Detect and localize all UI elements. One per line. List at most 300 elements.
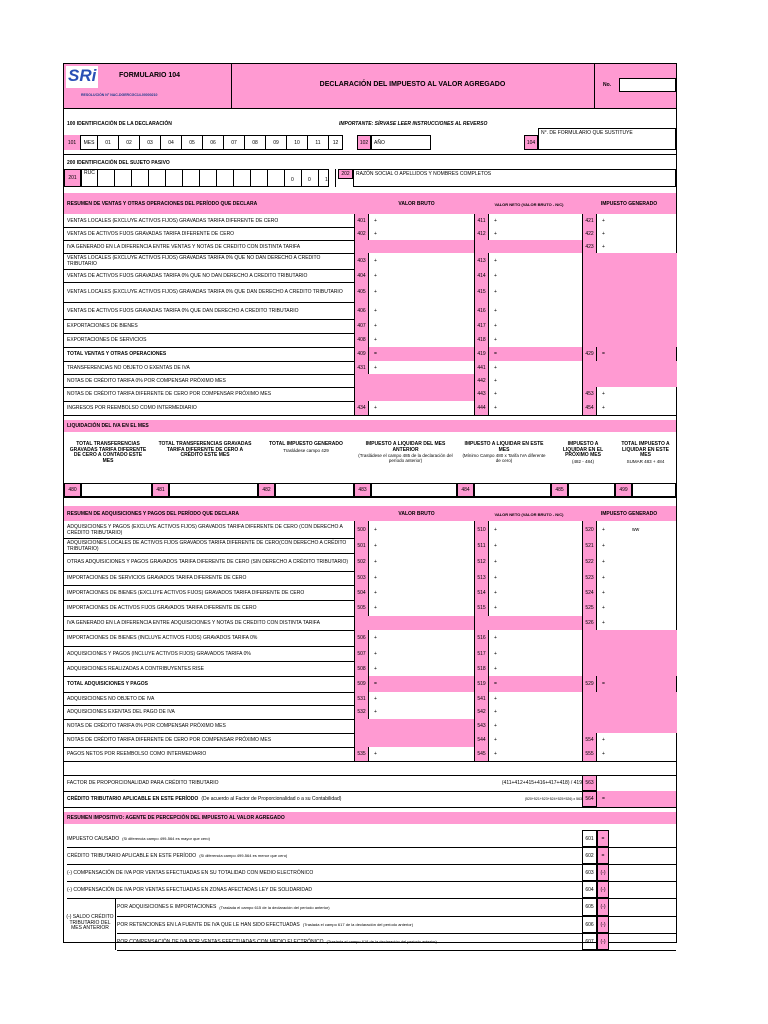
ruc-digit-cell[interactable]: [81, 169, 98, 187]
month-01[interactable]: [98, 135, 119, 150]
sign-plus: +: [374, 709, 377, 715]
month-08[interactable]: [245, 135, 266, 150]
sign-equals: =: [602, 796, 605, 802]
ventas-code-418: 418: [474, 333, 489, 347]
adq-code-511: 511: [474, 538, 489, 553]
ruc-digit-cell[interactable]: [115, 169, 132, 187]
adq-value-531[interactable]: [369, 692, 474, 705]
adq-value-504[interactable]: [369, 585, 474, 600]
adq-code-510: 510: [474, 521, 489, 538]
liq-col-heading: IMPUESTO A LIQUIDAR EN ESTE MES: [464, 441, 544, 453]
ruc-digit-cell[interactable]: [200, 169, 217, 187]
ww-mark: ww: [632, 527, 640, 533]
ventas-value-403[interactable]: [369, 253, 474, 269]
liq-value-485[interactable]: [568, 483, 615, 497]
adq-value-521[interactable]: [597, 538, 676, 553]
ruc-digit-cell[interactable]: [268, 169, 285, 187]
month-06[interactable]: [203, 135, 224, 150]
resumen-value-603[interactable]: [609, 864, 676, 881]
sign-plus: +: [602, 589, 605, 596]
ruc-digit-cell[interactable]: [285, 169, 302, 187]
month-05[interactable]: [182, 135, 203, 150]
liq-code-485: 485: [551, 483, 568, 497]
ventas-code-403: 403: [354, 253, 369, 269]
ventas-code-421: 421: [582, 214, 597, 227]
liq-value-483[interactable]: [371, 483, 457, 497]
ruc-suffix-digit: 1: [325, 177, 328, 183]
ventas-code-411: 411: [474, 214, 489, 227]
sign-plus: +: [602, 526, 605, 533]
ventas-code-419: 419: [474, 347, 489, 361]
resumen-value-606[interactable]: [609, 916, 676, 933]
ruc-digit-cell[interactable]: [183, 169, 200, 187]
adq-value-500[interactable]: [369, 521, 474, 538]
ventas-code-444: 444: [474, 401, 489, 415]
sign-plus: +: [494, 723, 497, 729]
liq-value-484[interactable]: [474, 483, 551, 497]
adq-code-531: 531: [354, 692, 369, 705]
adq-value-518[interactable]: [489, 661, 582, 676]
razon-social-field[interactable]: [353, 169, 676, 187]
month-label: 01: [105, 139, 111, 146]
ventas-row-label: VENTAS LOCALES (EXCLUYE ACTIVOS FIJOS) GRAVADAS TARIFA DIFERENTE DE CERO: [67, 217, 279, 224]
ventas-col-impuesto: IMPUESTO GENERADO: [600, 201, 658, 207]
month-label: 10: [294, 139, 300, 146]
resumen-note: (Si diferencia campo 499-564 es mayor que cero): [122, 836, 210, 841]
ventas-blocked-cell: [582, 302, 677, 319]
ruc-digit-cell[interactable]: [166, 169, 183, 187]
ruc-digit-cell[interactable]: [217, 169, 234, 187]
code-202: 202: [338, 169, 353, 179]
ventas-value-414[interactable]: [489, 269, 582, 282]
sign-plus: +: [494, 737, 497, 743]
adq-value-529[interactable]: [597, 676, 676, 692]
ventas-value-415[interactable]: [489, 282, 582, 302]
adq-value-544[interactable]: [489, 733, 582, 747]
resumen-label-text: POR RETENCIONES EN LA FUENTE DE IVA QUE LE HAN SIDO EFECTUADAS: [117, 921, 300, 928]
sign-plus: +: [602, 243, 605, 250]
adq-value-516[interactable]: [489, 630, 582, 646]
ventas-value-422[interactable]: [597, 227, 676, 240]
adq-row-label: IVA GENERADO EN LA DIFERENCIA ENTRE ADQUISICIONES Y NOTAS DE CREDITO CON DISTINTA TARIFA: [67, 620, 320, 626]
adq-code-544: 544: [474, 733, 489, 747]
adq-row-label: ADQUISICIONES NO OBJETO DE IVA: [67, 695, 155, 702]
resumen-value-607[interactable]: [609, 933, 676, 950]
liq-code-484: 484: [457, 483, 474, 497]
liq-code-481: 481: [152, 483, 169, 497]
resumen-value-605[interactable]: [609, 898, 676, 916]
ruc-digit-cell[interactable]: [302, 169, 319, 187]
ventas-value-416[interactable]: [489, 302, 582, 319]
sign-plus: +: [374, 337, 377, 343]
adq-blocked-cell: [582, 661, 677, 676]
ruc-label: RUC: [84, 170, 95, 176]
sustituye-label: N°. DE FORMULARIO QUE SUSTITUYE: [541, 130, 633, 136]
ventas-value-453[interactable]: [597, 387, 676, 401]
ventas-row-label: VENTAS DE ACTIVOS FIJOS GRAVADAS TARIFA 0% QUE DAN DERECHO A CREDITO TRIBUTARIO: [67, 307, 299, 314]
ruc-digit-cell[interactable]: [234, 169, 251, 187]
ventas-value-443[interactable]: [489, 387, 582, 401]
adq-value-555[interactable]: [597, 747, 676, 761]
sign-plus: +: [374, 405, 377, 411]
adq-row-label: IMPORTACIONES DE ACTIVOS FIJOS GRAVADOS TARIFA DIFERENTE DE CERO: [67, 605, 257, 611]
ventas-code-413: 413: [474, 253, 489, 269]
adq-row-label: PAGOS NETOS POR REEMBOLSO COMO INTERMEDIARIO: [67, 751, 207, 757]
resumen-row-label: [67, 881, 579, 898]
sign-plus: +: [602, 542, 605, 549]
ventas-row-label: INGRESOS POR REEMBOLSO COMO INTERMEDIARIO: [67, 405, 197, 411]
ventas-code-422: 422: [582, 227, 597, 240]
adq-code-521: 521: [582, 538, 597, 553]
adq-row-label: IMPORTACIONES DE BIENES (INCLUYE ACTIVOS FIJOS) GRAVADOS TARIFA 0%: [67, 635, 258, 641]
ventas-value-405[interactable]: [369, 282, 474, 302]
adq-value-505[interactable]: [369, 600, 474, 616]
adq-value-526[interactable]: [597, 616, 676, 630]
adq-blocked-cell: [582, 719, 677, 733]
sign-plus: +: [374, 526, 377, 533]
adq-blocked-cell: [354, 719, 475, 733]
adq-value-519[interactable]: [489, 676, 582, 692]
adq-code-543: 543: [474, 719, 489, 733]
resumen-value-602[interactable]: [609, 847, 676, 864]
code-104: 104: [524, 135, 538, 150]
sign-plus: +: [602, 405, 605, 411]
divider: [64, 807, 676, 808]
adq-row-label: TOTAL ADQUISICIONES Y PAGOS: [67, 681, 148, 687]
adq-code-524: 524: [582, 585, 597, 600]
resumen-sign: (-): [597, 933, 609, 950]
adq-code-513: 513: [474, 571, 489, 585]
adq-value-535[interactable]: [369, 747, 474, 761]
sign-plus: +: [602, 605, 605, 611]
ventas-code-406: 406: [354, 302, 369, 319]
identificacion-title: 100 IDENTIFICACIÓN DE LA DECLARACIÓN: [67, 121, 172, 127]
adq-code-529: 529: [582, 676, 597, 692]
credito-label: [67, 791, 367, 807]
sign-plus: +: [494, 665, 497, 672]
adq-value-554[interactable]: [597, 733, 676, 747]
ventas-value-407[interactable]: [369, 319, 474, 333]
adq-blocked-cell: [582, 630, 677, 646]
liq-code-480: 480: [64, 483, 81, 497]
liq-col-note: Trasládese campo 429: [283, 447, 329, 453]
mes-label: MES: [81, 135, 98, 150]
sign-plus: +: [374, 542, 377, 549]
resumen-value-604[interactable]: [609, 881, 676, 898]
sign-equals: =: [602, 351, 605, 357]
resumen-label-text: (-) COMPENSACIÓN DE IVA POR VENTAS EFECTUADAS EN SU TOTALIDAD CON MEDIO ELECTRÓNICO: [67, 869, 314, 876]
month-03[interactable]: [140, 135, 161, 150]
adq-value-545[interactable]: [489, 747, 582, 761]
adq-code-503: 503: [354, 571, 369, 585]
ventas-row-label: TRANSFERENCIAS NO OBJETO O EXENTAS DE IVA: [67, 364, 190, 371]
adq-col-neto: VALOR NETO (VALOR BRUTO - N/C): [494, 512, 564, 517]
ventas-value-401[interactable]: [369, 214, 474, 227]
resumen-code-603: 603: [582, 864, 597, 881]
adq-row-label: ADQUISICIONES Y PAGOS (INCLUYE ACTIVOS FIJOS) GRAVADOS TARIFA 0%: [67, 650, 251, 657]
resumen-code-606: 606: [582, 916, 597, 933]
sign-plus: +: [494, 575, 497, 581]
adq-value-543[interactable]: [489, 719, 582, 733]
sign-plus: +: [374, 589, 377, 596]
no-field[interactable]: [619, 78, 676, 92]
sign-plus: +: [494, 405, 497, 411]
adq-value-524[interactable]: [597, 585, 676, 600]
liq-bottom-line: [64, 497, 676, 498]
ventas-blocked-cell: [354, 374, 475, 387]
resumen-label-text: (-) COMPENSACIÓN DE IVA POR VENTAS EFECTUADAS EN ZONAS AFECTADAS LEY DE SOLIDARIDAD: [67, 886, 312, 893]
sign-plus: +: [494, 364, 497, 371]
sign-plus: +: [602, 391, 605, 397]
resumen-code-607: 607: [582, 933, 597, 950]
adq-value-510[interactable]: [489, 521, 582, 538]
month-11[interactable]: [308, 135, 329, 150]
adq-value-506[interactable]: [369, 630, 474, 646]
liq-col-heading: TOTAL IMPUESTO GENERADO: [269, 441, 343, 447]
adq-code-541: 541: [474, 692, 489, 705]
adq-code-532: 532: [354, 705, 369, 719]
ventas-col-bruto: VALOR BRUTO: [398, 201, 435, 207]
liq-col-483: [354, 432, 457, 482]
adq-code-519: 519: [474, 676, 489, 692]
adq-value-501[interactable]: [369, 538, 474, 553]
adq-col-impuesto: IMPUESTO GENERADO: [600, 511, 658, 517]
adq-row-label: ADQUISICIONES EXENTAS DEL PAGO DE IVA: [67, 709, 175, 715]
adq-row-label: IMPORTACIONES DE SERVICIOS GRAVADOS TARIFA DIFERENTE DE CERO: [67, 575, 247, 581]
ventas-value-454[interactable]: [597, 401, 676, 415]
sign-plus: +: [374, 217, 377, 224]
ventas-code-402: 402: [354, 227, 369, 240]
ventas-code-443: 443: [474, 387, 489, 401]
sign-plus: +: [602, 620, 605, 626]
adq-row-label: NOTAS DE CRÉDITO TARIFA DIFERENTE DE CERO POR COMPENSAR PRÓXIMO MES: [67, 737, 272, 743]
code-101: 101: [64, 135, 81, 150]
adq-value-511[interactable]: [489, 538, 582, 553]
ventas-blocked-cell: [582, 374, 677, 387]
resumen-row-label: [117, 933, 579, 950]
sign-plus: +: [494, 589, 497, 596]
adq-code-504: 504: [354, 585, 369, 600]
ventas-value-412[interactable]: [489, 227, 582, 240]
month-10[interactable]: [287, 135, 308, 150]
month-label: 09: [273, 139, 279, 146]
adq-value-514[interactable]: [489, 585, 582, 600]
sri-logo: [66, 66, 98, 88]
adq-value-509[interactable]: [369, 676, 474, 692]
ventas-value-423[interactable]: [597, 240, 676, 253]
sign-plus: +: [602, 559, 605, 565]
ventas-value-431[interactable]: [369, 361, 474, 374]
ventas-code-407: 407: [354, 319, 369, 333]
sign-plus: +: [374, 751, 377, 757]
factor-label: FACTOR DE PROPORCIONALIDAD PARA CRÉDITO TRIBUTARIO: [67, 780, 219, 786]
ventas-value-406[interactable]: [369, 302, 474, 319]
credito-value[interactable]: [597, 791, 676, 807]
month-label: 12: [332, 139, 339, 146]
adq-value-513[interactable]: [489, 571, 582, 585]
ventas-value-421[interactable]: [597, 214, 676, 227]
ventas-value-417[interactable]: [489, 319, 582, 333]
resumen-label-text: POR COMPENSACIÓN DE IVA POR VENTAS EFECTUADAS CON MEDIO ELECTRÓNICO: [117, 938, 324, 945]
ventas-value-441[interactable]: [489, 361, 582, 374]
liq-value-481[interactable]: [169, 483, 258, 497]
ventas-value-442[interactable]: [489, 374, 582, 387]
ventas-value-411[interactable]: [489, 214, 582, 227]
ventas-code-441: 441: [474, 361, 489, 374]
ruc-digit-cell[interactable]: [98, 169, 115, 187]
adq-code-514: 514: [474, 585, 489, 600]
adq-code-555: 555: [582, 747, 597, 761]
resumen-sign: (-): [597, 881, 609, 898]
ventas-code-405: 405: [354, 282, 369, 302]
credito-note: (De acuerdo al Factor de Proporcionalidad o a su Contabilidad): [201, 796, 342, 802]
sign-plus: +: [602, 230, 605, 237]
saldo-label: (-) SALDO CRÉDITO TRIBUTARIO DEL MES ANTERIOR: [66, 914, 114, 931]
adq-blocked-cell: [354, 733, 475, 747]
adq-value-507[interactable]: [369, 646, 474, 661]
adq-value-512[interactable]: [489, 553, 582, 571]
ventas-code-414: 414: [474, 269, 489, 282]
ruc-digit-cell[interactable]: [319, 169, 336, 187]
ventas-blocked-cell: [582, 319, 677, 333]
adq-code-506: 506: [354, 630, 369, 646]
sign-plus: +: [494, 377, 497, 384]
ventas-value-413[interactable]: [489, 253, 582, 269]
factor-value[interactable]: [597, 775, 676, 791]
adq-code-509: 509: [354, 676, 369, 692]
adq-value-502[interactable]: [369, 553, 474, 571]
sign-equals: =: [494, 351, 497, 357]
adq-value-522[interactable]: [597, 553, 676, 571]
sign-plus: +: [374, 650, 377, 657]
ventas-code-408: 408: [354, 333, 369, 347]
ventas-blocked-cell: [582, 282, 677, 302]
sign-equals: =: [494, 681, 497, 687]
resumen-row-label: [117, 898, 579, 916]
sign-plus: +: [494, 307, 497, 314]
liq-col-heading: TOTAL TRANSFERENCIAS GRAVADAS TARIFA DIFERENTE DE CERO A CONTADO ESTE MES: [69, 441, 147, 464]
resumen-label-text: CRÉDITO TRIBUTARIO APLICABLE EN ESTE PERÍODO: [67, 852, 197, 859]
resumen-code-602: 602: [582, 847, 597, 864]
adq-blocked-cell: [582, 646, 677, 661]
ventas-value-404[interactable]: [369, 269, 474, 282]
liq-value-482[interactable]: [275, 483, 354, 497]
ventas-value-444[interactable]: [489, 401, 582, 415]
adq-blocked-cell: [582, 692, 677, 705]
liq-col-note: (482 - 484): [571, 458, 594, 464]
ventas-row-label: VENTAS DE ACTIVOS FIJOS GRAVADAS TARIFA 0% QUE NO DAN DERECHO A CREDITO TRIBUTARIO: [67, 272, 308, 279]
adq-value-508[interactable]: [369, 661, 474, 676]
resumen-sign: (-): [597, 864, 609, 881]
month-12[interactable]: [329, 135, 343, 150]
sign-plus: +: [374, 635, 377, 641]
ventas-value-402[interactable]: [369, 227, 474, 240]
resumen-sign: (-): [597, 916, 609, 933]
month-label: 04: [168, 139, 174, 146]
resumen-title: RESUMEN IMPOSITIVO: AGENTE DE PERCEPCIÓN DEL IMPUESTO AL VALOR AGREGADO: [67, 815, 285, 821]
resumen-label-text: IMPUESTO CAUSADO: [67, 835, 120, 842]
adq-value-515[interactable]: [489, 600, 582, 616]
ruc-digit-cell[interactable]: [149, 169, 166, 187]
sign-plus: +: [494, 323, 497, 329]
ventas-blocked-cell: [354, 240, 475, 253]
sign-plus: +: [374, 364, 377, 371]
month-02[interactable]: [119, 135, 140, 150]
anio-text: AÑO: [374, 140, 385, 146]
resumen-sign: (-): [597, 898, 609, 916]
liq-col-484: [457, 432, 551, 482]
sign-plus: +: [374, 258, 377, 264]
ventas-value-418[interactable]: [489, 333, 582, 347]
liq-col-heading: TOTAL TRANSFERENCIAS GRAVADAS TARIFA DIFERENTE DE CERO A CRÉDITO ESTE MES: [158, 441, 252, 458]
adq-value-542[interactable]: [489, 705, 582, 719]
resumen-code-604: 604: [582, 881, 597, 898]
adq-code-520: 520: [582, 521, 597, 538]
ventas-code-454: 454: [582, 401, 597, 415]
ventas-code-431: 431: [354, 361, 369, 374]
ventas-code-416: 416: [474, 302, 489, 319]
ventas-row-label: EXPORTACIONES DE SERVICIOS: [67, 337, 147, 343]
adq-code-517: 517: [474, 646, 489, 661]
ventas-value-419[interactable]: [489, 347, 582, 361]
adq-code-502: 502: [354, 553, 369, 571]
adq-code-508: 508: [354, 661, 369, 676]
month-label: 08: [252, 139, 258, 146]
ventas-value-429[interactable]: [597, 347, 676, 361]
sign-plus: +: [494, 230, 497, 237]
sign-plus: +: [602, 217, 605, 224]
sign-plus: +: [374, 307, 377, 314]
factor-formula: (411+412+415+416+417+418) / 419: [501, 780, 582, 786]
ventas-value-434[interactable]: [369, 401, 474, 415]
sign-plus: +: [374, 289, 377, 295]
ventas-blocked-cell: [582, 361, 677, 374]
sign-equals: =: [374, 351, 377, 357]
anio-field[interactable]: [371, 135, 431, 150]
adq-title: RESUMEN DE ADQUISICIONES Y PAGOS DEL PERÍODO QUE DECLARA: [67, 511, 239, 517]
ventas-title: RESUMEN DE VENTAS Y OTRAS OPERACIONES DEL PERÍODO QUE DECLARA: [67, 201, 258, 207]
adq-value-523[interactable]: [597, 571, 676, 585]
adq-col-bruto: VALOR BRUTO: [398, 511, 435, 517]
adq-code-507: 507: [354, 646, 369, 661]
ventas-blocked-cell: [582, 333, 677, 347]
ventas-row-label: IVA GENERADO EN LA DIFERENCIA ENTRE VENTAS Y NOTAS DE CREDITO CON DISTINTA TARIFA: [67, 243, 301, 250]
sign-plus: +: [494, 709, 497, 715]
month-label: 02: [126, 139, 132, 146]
ventas-value-409[interactable]: [369, 347, 474, 361]
month-09[interactable]: [266, 135, 287, 150]
adq-blocked-cell: [354, 616, 475, 630]
adq-value-541[interactable]: [489, 692, 582, 705]
sign-plus: +: [494, 650, 497, 657]
adq-value-525[interactable]: [597, 600, 676, 616]
liq-value-499[interactable]: [632, 483, 676, 497]
liq-col-482: [258, 432, 354, 482]
liq-value-480[interactable]: [81, 483, 152, 497]
sustituye-field[interactable]: [538, 128, 676, 150]
adq-value-503[interactable]: [369, 571, 474, 585]
adq-value-532[interactable]: [369, 705, 474, 719]
month-04[interactable]: [161, 135, 182, 150]
ventas-value-408[interactable]: [369, 333, 474, 347]
ruc-digit-cell[interactable]: [132, 169, 149, 187]
sign-equals: =: [602, 681, 605, 687]
adq-code-526: 526: [582, 616, 597, 630]
ruc-digit-cell[interactable]: [251, 169, 268, 187]
adq-value-517[interactable]: [489, 646, 582, 661]
month-07[interactable]: [224, 135, 245, 150]
resumen-value-601[interactable]: [609, 830, 676, 847]
